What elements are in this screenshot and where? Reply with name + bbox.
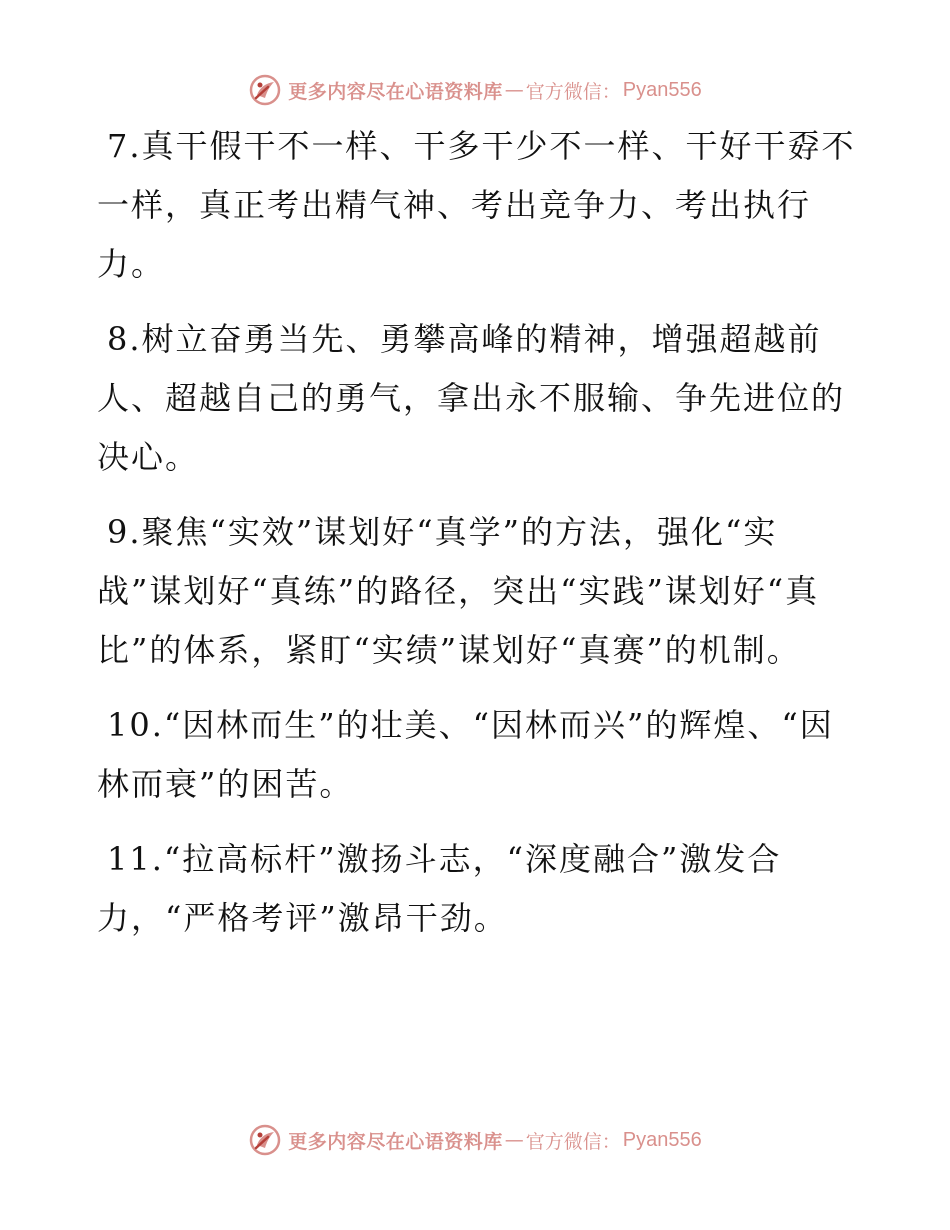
header-watermark-banner	[0, 70, 950, 110]
watermark-wechat-id: Pyan556	[622, 1128, 702, 1151]
watermark-text: 更多内容尽在心语资料库	[288, 80, 503, 103]
watermark-wechat-id: Pyan556	[622, 78, 702, 101]
flower-logo-icon	[248, 1123, 282, 1157]
flower-logo-icon	[248, 73, 282, 107]
paragraph-10: 10.“因林而生”的壮美、“因林而兴”的辉煌、“因林而衰”的困苦。	[97, 706, 834, 803]
watermark-wechat-label: 官方微信：	[525, 1130, 621, 1153]
paragraph-9: 9.聚焦“实效”谋划好“真学”的方法，强化“实战”谋划好“真练”的路径，突出“实践”谋划好“真比”的体系，紧盯“实绩”谋划好“真赛”的机制。	[97, 513, 820, 669]
watermark-text: 更多内容尽在心语资料库	[288, 1130, 503, 1153]
footer-watermark-banner	[0, 1120, 950, 1160]
paragraph-7: 7.真干假干不一样、干多干少不一样、干好干孬不一样，真正考出精气神、考出竞争力、考出执行力。	[97, 127, 856, 283]
document-body	[97, 117, 857, 964]
watermark-separator: —	[504, 79, 524, 101]
watermark-wechat-label: 官方微信：	[525, 80, 621, 103]
watermark-separator: —	[504, 1129, 524, 1151]
paragraph-11: 11.“拉高标杆”激扬斗志，“深度融合”激发合力，“严格考评”激昂干劲。	[97, 840, 782, 937]
paragraph-8: 8.树立奋勇当先、勇攀高峰的精神，增强超越前人、超越自己的勇气，拿出永不服输、争先进位的决心。	[97, 320, 846, 476]
